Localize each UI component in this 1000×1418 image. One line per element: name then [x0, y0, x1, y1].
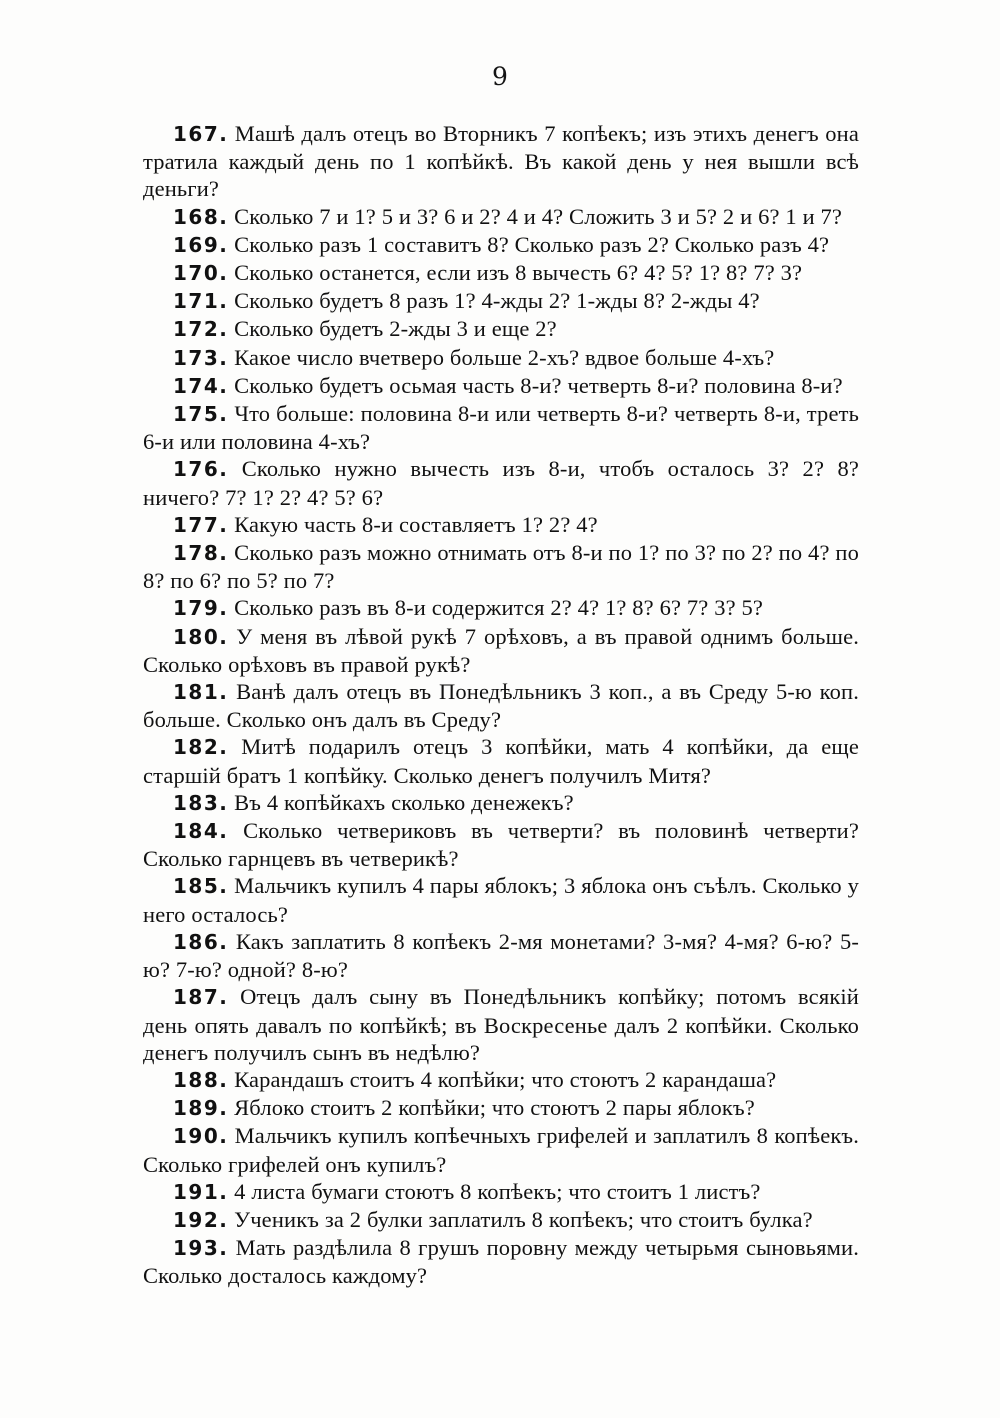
- problem-number: 177.: [173, 512, 229, 537]
- problem-183: [143, 789, 859, 817]
- problem-text: Сколько 7 и 1? 5 и 3? 6 и 2? 4 и 4? Сложить 3 и 5? 2 и 6? 1 и 7?: [234, 203, 843, 229]
- problem-text: Ванѣ далъ отецъ въ Понедѣльникъ 3 коп., а въ Среду 5-ю коп. больше. Сколько онъ далъ въ Среду?: [143, 679, 859, 733]
- problem-number: 190.: [173, 1124, 229, 1149]
- problem-text: Какъ заплатить 8 копѣекъ 2-мя монетами? 3-мя? 4-мя? 6-ю? 5-ю? 7-ю? одной? 8-ю?: [143, 928, 859, 983]
- problem-168: [143, 203, 859, 231]
- problem-185: [143, 872, 859, 927]
- problem-181: [143, 678, 859, 733]
- problem-169: [143, 231, 859, 259]
- problem-text: Въ 4 копѣйкахъ сколько денежекъ?: [234, 789, 574, 815]
- problem-174: [143, 372, 859, 400]
- problem-text: У меня въ лѣвой рукѣ 7 орѣховъ, а въ правой однимъ больше. Сколько орѣховъ въ правой рукѣ?: [143, 623, 859, 677]
- problem-170: [143, 259, 859, 287]
- problem-text: Сколько будетъ 8 разъ 1? 4-жды 2? 1-жды 8? 2-жды 4?: [234, 288, 760, 314]
- problem-text: Сколько будетъ 2-жды 3 и еще 2?: [234, 316, 557, 342]
- problem-text: Яблоко стоитъ 2 копѣйки; что стоютъ 2 пары яблокъ?: [234, 1095, 755, 1121]
- problem-text: Сколько разъ въ 8-и содержится 2? 4? 1? 8? 6? 7? 3? 5?: [234, 595, 764, 621]
- problem-193: [143, 1234, 859, 1289]
- problem-text: Сколько будетъ осьмая часть 8-и? четверть 8-и? половина 8-и?: [234, 372, 843, 398]
- problem-number: 175.: [173, 402, 229, 427]
- problem-number: 181.: [173, 680, 229, 705]
- problem-text: Отецъ далъ сыну въ Понедѣльникъ копѣйку; потомъ всякій день опять давалъ по копѣйкѣ; въ Воскресенье далъ 2 копѣйки. Сколько денегъ получилъ сынъ въ недѣлю?: [143, 984, 859, 1065]
- problem-text: Сколько разъ можно отнимать отъ 8-и по 1? по 3? по 2? по 4? по 8? по 6? по 5? по 7?: [143, 540, 859, 594]
- problem-text: Машѣ далъ отецъ во Вторникъ 7 копѣекъ; изъ этихъ денегъ она тратила каждый день по 1 копѣйкѣ. Въ какой день у нея вышли всѣ деньги?: [143, 121, 859, 202]
- problem-number: 188.: [173, 1067, 229, 1092]
- problem-number: 172.: [173, 317, 229, 342]
- problem-text: Мальчикъ купилъ копѣечныхъ грифелей и заплатилъ 8 копѣекъ. Сколько грифелей онъ купилъ?: [143, 1123, 859, 1177]
- problem-text: 4 листа бумаги стоютъ 8 копѣекъ; что стоитъ 1 листъ?: [234, 1178, 761, 1204]
- problem-184: [143, 817, 859, 872]
- problem-number: 185.: [173, 874, 229, 899]
- problem-189: [143, 1094, 859, 1122]
- problem-number: 180.: [173, 624, 229, 649]
- problem-text: Какую часть 8-и составляетъ 1? 2? 4?: [234, 511, 598, 537]
- problem-188: [143, 1066, 859, 1094]
- problem-182: [143, 733, 859, 788]
- problem-192: [143, 1206, 859, 1234]
- problem-text: Какое число вчетверо больше 2-хъ? вдвое больше 4-хъ?: [234, 344, 775, 370]
- problem-text: Мать раздѣлила 8 грушъ поровну между четырьмя сыновьями. Сколько досталось каждому?: [143, 1235, 859, 1289]
- problem-text: Сколько разъ 1 составитъ 8? Сколько разъ 2? Сколько разъ 4?: [234, 231, 830, 257]
- problem-list: [143, 120, 859, 1290]
- problem-text: Сколько останется, если изъ 8 вычесть 6? 4? 5? 1? 8? 7? 3?: [234, 260, 803, 286]
- problem-number: 174.: [173, 373, 229, 398]
- problem-187: [143, 983, 859, 1066]
- problem-167: [143, 120, 859, 203]
- problem-number: 173.: [173, 345, 229, 370]
- problem-number: 167.: [173, 122, 229, 146]
- problem-176: [143, 455, 859, 510]
- problem-179: [143, 594, 859, 622]
- problem-text: Карандашъ стоитъ 4 копѣйки; что стоютъ 2 карандаша?: [234, 1066, 777, 1092]
- problem-191: [143, 1178, 859, 1206]
- problem-177: [143, 511, 859, 539]
- problem-173: [143, 344, 859, 372]
- problem-175: [143, 400, 859, 455]
- problem-number: 192.: [173, 1207, 229, 1232]
- problem-172: [143, 315, 859, 343]
- problem-number: 183.: [173, 790, 229, 815]
- problem-text: Сколько нужно вычесть изъ 8-и, чтобъ осталось 3? 2? 8? ничего? 7? 1? 2? 4? 5? 6?: [143, 456, 859, 510]
- problem-number: 170.: [173, 261, 229, 286]
- problem-number: 179.: [173, 596, 229, 621]
- problem-number: 171.: [173, 289, 229, 314]
- problem-number: 184.: [173, 819, 229, 844]
- problem-text: Мальчикъ купилъ 4 пары яблокъ; 3 яблока онъ съѣлъ. Сколько у него осталось?: [143, 873, 859, 927]
- problem-number: 178.: [173, 541, 229, 566]
- problem-number: 176.: [173, 457, 229, 482]
- problem-190: [143, 1122, 859, 1177]
- problem-178: [143, 539, 859, 594]
- problem-text: Сколько четвериковъ въ четверти? въ половинѣ четверти? Сколько гарнцевъ въ четверикѣ?: [143, 818, 859, 872]
- problem-180: [143, 623, 859, 678]
- problem-171: [143, 287, 859, 315]
- problem-number: 189.: [173, 1096, 229, 1121]
- problem-text: Что больше: половина 8-и или четверть 8-и? четверть 8-и, треть 6-и или половина 4-хъ?: [143, 401, 859, 455]
- problem-text: Митѣ подарилъ отецъ 3 копѣйки, мать 4 копѣйки, да еще старшій братъ 1 копѣйку. Сколько денегъ получилъ Митя?: [143, 734, 859, 788]
- problem-number: 186.: [173, 929, 229, 954]
- problem-number: 168.: [173, 204, 229, 229]
- problem-186: [143, 928, 859, 983]
- problem-number: 187.: [173, 985, 229, 1010]
- problem-text: Ученикъ за 2 булки заплатилъ 8 копѣекъ; что стоитъ булка?: [234, 1206, 813, 1232]
- problem-number: 182.: [173, 735, 229, 760]
- problem-number: 169.: [173, 232, 229, 257]
- problem-number: 193.: [173, 1236, 229, 1261]
- page-number: 9: [492, 62, 508, 91]
- problem-number: 191.: [173, 1179, 229, 1204]
